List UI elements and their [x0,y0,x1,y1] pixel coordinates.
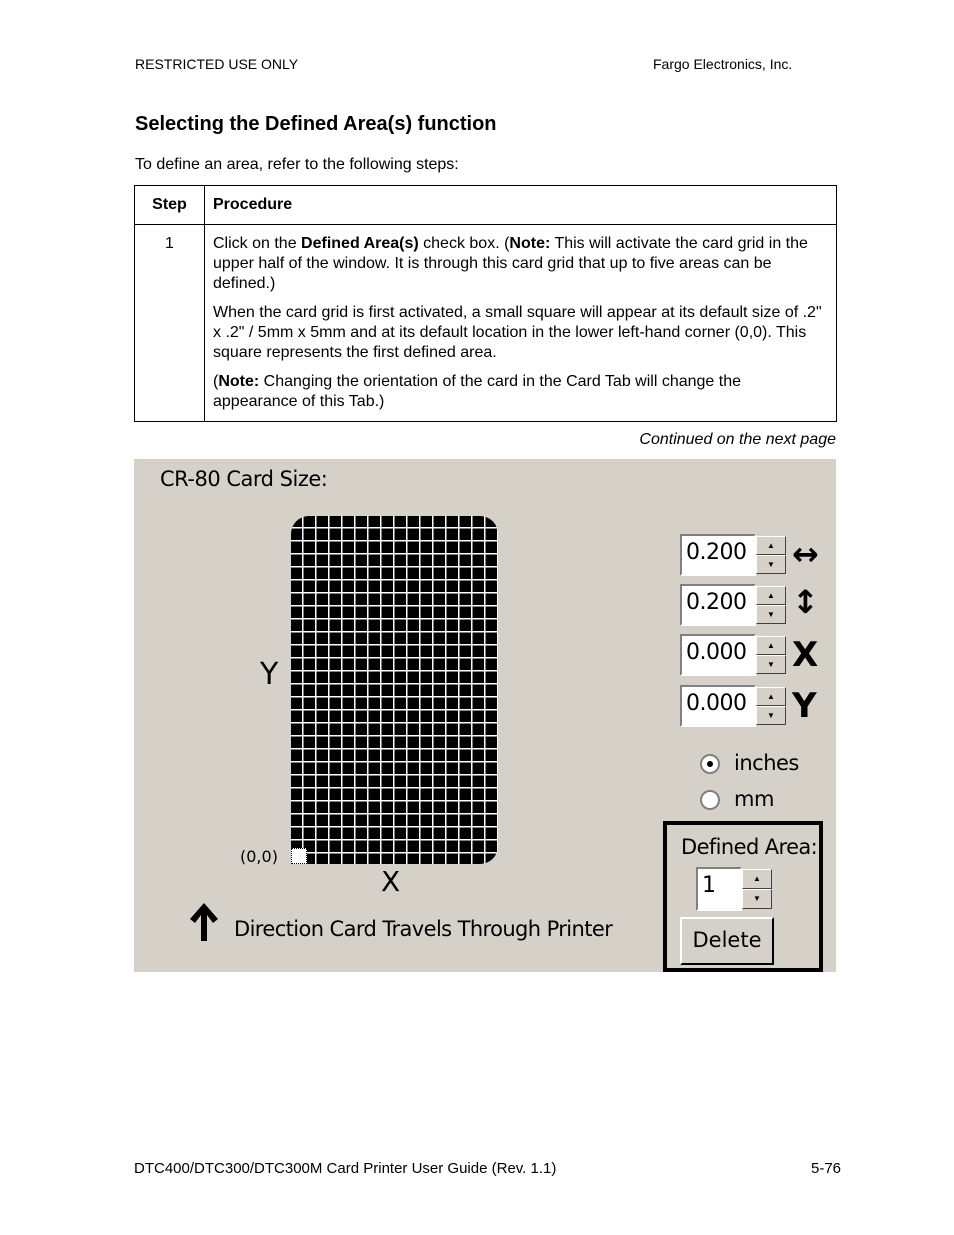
note-label: Note: [218,373,260,390]
procedure-table [134,185,837,422]
spin-down-button[interactable]: ▼ [756,605,786,624]
table-row [135,225,837,422]
defined-area-label: Defined Area: [681,835,818,859]
mm-radio[interactable] [700,790,720,810]
card-grid[interactable] [291,516,498,864]
note-label: Note: [509,235,551,252]
defined-area-screenshot [134,459,836,972]
text-run: check box. ( [418,235,510,252]
defined-area-spinbox[interactable] [696,867,772,911]
y-axis-label: Y [260,657,279,692]
section-title: Selecting the Defined Area(s) function [135,113,497,135]
spin-buttons [756,687,786,725]
width-arrows-icon: ↔ [792,535,819,573]
procedure-column-header: Procedure [205,186,837,225]
spin-up-button[interactable]: ▲ [756,636,786,655]
page-number: 5-76 [811,1160,842,1177]
x-position-spinbox[interactable] [680,634,786,676]
text-run: This will activate the card grid in the upper half of the window. It is through this card grid that up to five areas can be defined.) [213,235,808,292]
height-spinbox[interactable] [680,584,786,626]
defined-area-input[interactable]: 1 [696,867,742,911]
inches-label: inches [734,751,799,775]
height-input[interactable]: 0.200 [680,584,756,626]
x-position-icon: X [792,635,819,675]
procedure-paragraph-3 [213,372,828,412]
step-column-header: Step [135,186,205,225]
spin-up-button[interactable]: ▲ [756,536,786,555]
y-position-input[interactable]: 0.000 [680,685,756,727]
spin-up-button[interactable]: ▲ [742,869,772,889]
width-input[interactable]: 0.200 [680,534,756,576]
continued-note: Continued on the next page [639,431,836,448]
mm-label: mm [734,787,774,811]
header-left: RESTRICTED USE ONLY [135,56,299,72]
delete-button[interactable]: Delete [680,917,774,965]
up-arrow-icon [186,901,222,943]
table-header-row [135,186,837,225]
procedure-paragraph-1 [213,234,828,294]
spin-buttons [756,636,786,674]
y-position-icon: Y [792,686,817,726]
origin-label: (0,0) [240,847,278,866]
x-position-input[interactable]: 0.000 [680,634,756,676]
bold-term: Defined Area(s) [301,235,419,252]
spin-buttons [756,586,786,624]
inches-radio[interactable] [700,754,720,774]
spin-up-button[interactable]: ▲ [756,586,786,605]
procedure-paragraph-2: When the card grid is first activated, a small square will appear at its default size of .2" x .2" / 5mm x 5mm and at its default location in the lower left-hand corner (0,0). This square represents the first defined area. [213,304,822,361]
spin-buttons [742,869,772,909]
intro-text: To define an area, refer to the following steps: [135,156,459,173]
procedure-cell [205,225,837,422]
x-axis-label: X [381,865,401,898]
step-number: 1 [135,225,205,422]
spin-down-button[interactable]: ▼ [742,889,772,909]
spin-up-button[interactable]: ▲ [756,687,786,706]
spin-down-button[interactable]: ▼ [756,555,786,574]
y-position-spinbox[interactable] [680,685,786,727]
spin-down-button[interactable]: ▼ [756,655,786,674]
defined-area-square[interactable] [291,848,307,864]
width-spinbox[interactable] [680,534,786,576]
text-run: ( [213,373,219,390]
header-right: Fargo Electronics, Inc. [653,56,793,72]
text-run: Click on the [213,235,302,252]
height-arrows-icon: ↕ [792,583,819,621]
direction-label: Direction Card Travels Through Printer [234,917,613,941]
text-run: Changing the orientation of the card in the Card Tab will change the appearance of this Tab.) [213,373,742,410]
card-size-label: CR-80 Card Size: [160,467,328,491]
footer-left: DTC400/DTC300/DTC300M Card Printer User Guide (Rev. 1.1) [134,1160,557,1177]
spin-buttons [756,536,786,574]
spin-down-button[interactable]: ▼ [756,706,786,725]
